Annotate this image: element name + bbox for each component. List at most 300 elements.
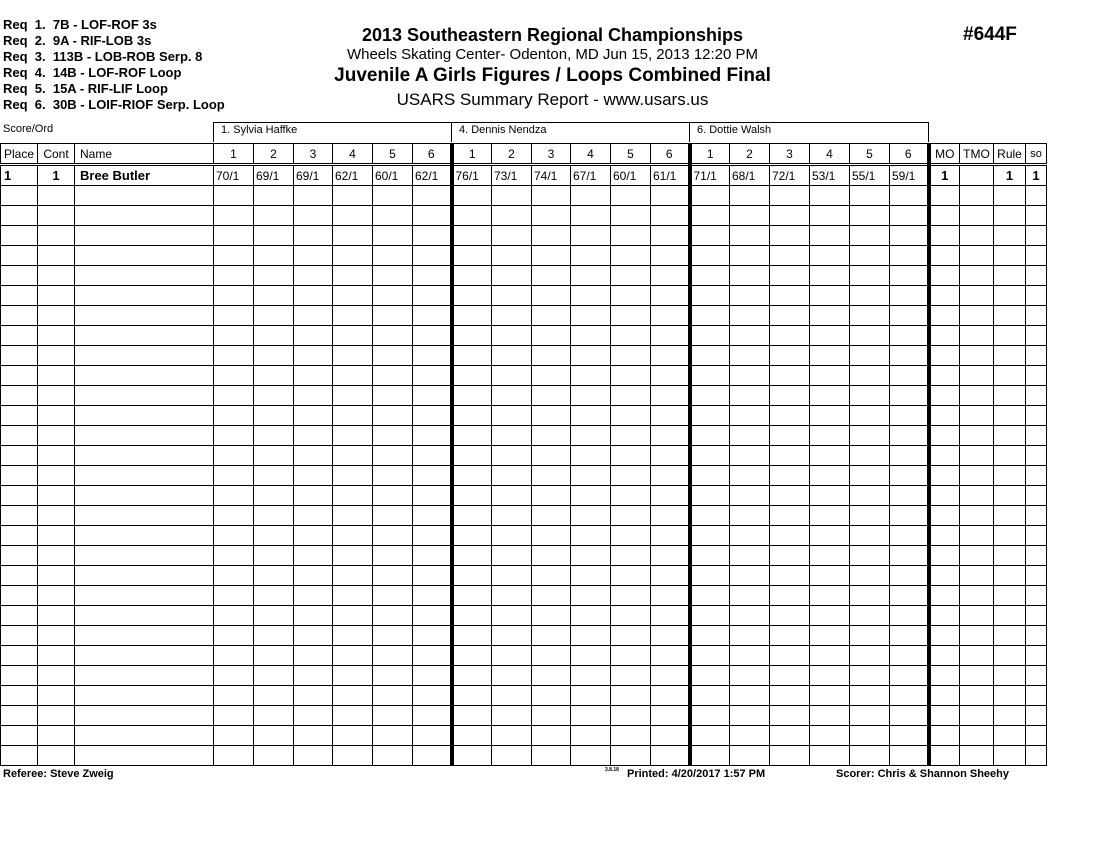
empty-cell: [333, 606, 373, 626]
empty-cell: [413, 426, 452, 446]
empty-cell: [651, 546, 690, 566]
empty-cell: [690, 446, 730, 466]
empty-cell: [294, 446, 333, 466]
empty-cell: [532, 446, 571, 466]
empty-cell: [214, 666, 254, 686]
empty-cell: [75, 246, 214, 266]
empty-cell: [810, 646, 850, 666]
empty-cell: [294, 686, 333, 706]
empty-cell: [373, 626, 413, 646]
empty-cell: [571, 626, 611, 646]
col-so: so: [1026, 144, 1047, 165]
empty-cell: [294, 386, 333, 406]
empty-cell: [770, 466, 810, 486]
empty-cell: [611, 586, 651, 606]
empty-cell: [730, 606, 770, 626]
empty-cell: [890, 466, 929, 486]
empty-cell: [994, 666, 1026, 686]
empty-cell: [890, 386, 929, 406]
col-mo: MO: [929, 144, 960, 165]
empty-cell: [294, 246, 333, 266]
empty-cell: [413, 226, 452, 246]
empty-cell: [770, 666, 810, 686]
empty-cell: [994, 426, 1026, 446]
empty-cell: [214, 726, 254, 746]
empty-cell: [611, 306, 651, 326]
empty-cell: [294, 266, 333, 286]
empty-cell: [651, 406, 690, 426]
table-row: [1, 586, 1047, 606]
empty-cell: [373, 226, 413, 246]
empty-cell: [571, 606, 611, 626]
empty-cell: [810, 746, 850, 766]
empty-cell: [571, 366, 611, 386]
empty-cell: [850, 306, 890, 326]
empty-cell: [1, 206, 38, 226]
empty-cell: [492, 486, 532, 506]
empty-cell: [38, 446, 75, 466]
table-row: [1, 746, 1047, 766]
empty-cell: [810, 526, 850, 546]
empty-cell: [75, 306, 214, 326]
empty-cell: [850, 546, 890, 566]
empty-cell: [333, 646, 373, 666]
judge-header-1: 1. Sylvia Haffke: [213, 122, 452, 142]
score-cell: 69/1: [294, 165, 333, 186]
empty-cell: [492, 426, 532, 446]
empty-cell: [452, 426, 492, 446]
table-row: [1, 246, 1047, 266]
empty-cell: [492, 506, 532, 526]
empty-cell: [994, 186, 1026, 206]
empty-cell: [730, 726, 770, 746]
empty-cell: [929, 586, 960, 606]
empty-cell: [214, 646, 254, 666]
empty-cell: [960, 566, 994, 586]
empty-cell: [651, 266, 690, 286]
empty-cell: [810, 226, 850, 246]
empty-cell: [1, 726, 38, 746]
empty-cell: [413, 546, 452, 566]
empty-cell: [413, 446, 452, 466]
empty-cell: [1, 566, 38, 586]
score-cell: 62/1: [413, 165, 452, 186]
empty-cell: [611, 466, 651, 486]
score-cell: 55/1: [850, 165, 890, 186]
empty-cell: [690, 526, 730, 546]
empty-cell: [890, 486, 929, 506]
empty-cell: [994, 366, 1026, 386]
empty-cell: [960, 366, 994, 386]
empty-cell: [532, 546, 571, 566]
empty-cell: [294, 206, 333, 226]
empty-cell: [730, 486, 770, 506]
empty-cell: [214, 606, 254, 626]
table-row: [1, 486, 1047, 506]
empty-cell: [994, 526, 1026, 546]
empty-cell: [651, 566, 690, 586]
empty-cell: [38, 226, 75, 246]
empty-cell: [1026, 226, 1047, 246]
empty-cell: [532, 186, 571, 206]
table-row: [1, 526, 1047, 546]
empty-cell: [994, 266, 1026, 286]
empty-cell: [890, 446, 929, 466]
empty-cell: [492, 606, 532, 626]
empty-cell: [770, 746, 810, 766]
empty-cell: [532, 226, 571, 246]
empty-cell: [1026, 626, 1047, 646]
empty-cell: [651, 226, 690, 246]
empty-cell: [452, 506, 492, 526]
table-row: [1, 165, 1047, 186]
empty-cell: [929, 746, 960, 766]
empty-cell: [960, 346, 994, 366]
empty-cell: [333, 306, 373, 326]
empty-cell: [254, 586, 294, 606]
empty-cell: [333, 346, 373, 366]
empty-cell: [690, 346, 730, 366]
empty-cell: [730, 226, 770, 246]
empty-cell: [890, 226, 929, 246]
empty-cell: [214, 346, 254, 366]
empty-cell: [254, 346, 294, 366]
empty-cell: [730, 306, 770, 326]
empty-cell: [214, 486, 254, 506]
empty-cell: [730, 186, 770, 206]
empty-cell: [730, 366, 770, 386]
empty-cell: [75, 206, 214, 226]
referee-label: Referee: Steve Zweig: [3, 768, 114, 780]
table-row: [1, 646, 1047, 666]
empty-cell: [850, 726, 890, 746]
empty-cell: [452, 726, 492, 746]
empty-cell: [994, 706, 1026, 726]
empty-cell: [254, 626, 294, 646]
empty-cell: [994, 326, 1026, 346]
table-row: [1, 506, 1047, 526]
empty-cell: [890, 666, 929, 686]
table-row: [1, 186, 1047, 206]
empty-cell: [651, 346, 690, 366]
empty-cell: [960, 306, 994, 326]
empty-cell: [571, 446, 611, 466]
empty-cell: [333, 626, 373, 646]
empty-cell: [690, 306, 730, 326]
empty-cell: [214, 446, 254, 466]
empty-cell: [75, 426, 214, 446]
empty-cell: [960, 626, 994, 646]
empty-cell: [38, 286, 75, 306]
empty-cell: [611, 486, 651, 506]
empty-cell: [373, 346, 413, 366]
table-row: [1, 706, 1047, 726]
empty-cell: [611, 206, 651, 226]
empty-cell: [333, 386, 373, 406]
empty-cell: [810, 466, 850, 486]
empty-cell: [994, 346, 1026, 366]
empty-cell: [294, 726, 333, 746]
empty-cell: [214, 586, 254, 606]
empty-cell: [770, 306, 810, 326]
empty-cell: [810, 306, 850, 326]
empty-cell: [770, 686, 810, 706]
empty-cell: [492, 466, 532, 486]
empty-cell: [890, 346, 929, 366]
empty-cell: [1, 706, 38, 726]
empty-cell: [770, 386, 810, 406]
empty-cell: [890, 646, 929, 666]
empty-cell: [960, 326, 994, 346]
empty-cell: [413, 566, 452, 586]
empty-cell: [75, 326, 214, 346]
empty-cell: [254, 406, 294, 426]
name-cell: Bree Butler: [75, 165, 214, 186]
empty-cell: [413, 386, 452, 406]
empty-cell: [1, 226, 38, 246]
score-cell: 70/1: [214, 165, 254, 186]
table-row: [1, 446, 1047, 466]
score-cell: 60/1: [611, 165, 651, 186]
table-row: [1, 686, 1047, 706]
mo-cell: 1: [929, 165, 960, 186]
empty-cell: [373, 466, 413, 486]
empty-cell: [214, 326, 254, 346]
empty-cell: [413, 686, 452, 706]
empty-cell: [532, 466, 571, 486]
empty-cell: [294, 626, 333, 646]
empty-cell: [492, 686, 532, 706]
empty-cell: [960, 686, 994, 706]
empty-cell: [571, 646, 611, 666]
empty-cell: [994, 226, 1026, 246]
empty-cell: [810, 726, 850, 746]
empty-cell: [214, 246, 254, 266]
empty-cell: [960, 586, 994, 606]
empty-cell: [452, 686, 492, 706]
empty-cell: [75, 526, 214, 546]
empty-cell: [452, 246, 492, 266]
empty-cell: [960, 386, 994, 406]
empty-cell: [770, 246, 810, 266]
empty-cell: [929, 306, 960, 326]
empty-cell: [1026, 666, 1047, 686]
empty-cell: [770, 546, 810, 566]
empty-cell: [214, 406, 254, 426]
empty-cell: [413, 586, 452, 606]
empty-cell: [38, 326, 75, 346]
empty-cell: [1, 506, 38, 526]
empty-cell: [452, 646, 492, 666]
empty-cell: [690, 646, 730, 666]
empty-cell: [532, 706, 571, 726]
empty-cell: [810, 386, 850, 406]
empty-cell: [929, 446, 960, 466]
empty-cell: [730, 406, 770, 426]
empty-cell: [532, 386, 571, 406]
empty-cell: [532, 486, 571, 506]
empty-cell: [532, 426, 571, 446]
empty-cell: [571, 506, 611, 526]
empty-cell: [373, 506, 413, 526]
empty-cell: [690, 746, 730, 766]
empty-cell: [611, 346, 651, 366]
col-j2-fig2: 2: [492, 144, 532, 165]
col-name: Name: [75, 144, 214, 165]
empty-cell: [770, 266, 810, 286]
empty-cell: [960, 606, 994, 626]
empty-cell: [890, 506, 929, 526]
empty-cell: [611, 526, 651, 546]
empty-cell: [333, 246, 373, 266]
empty-cell: [994, 246, 1026, 266]
empty-cell: [690, 686, 730, 706]
score-cell: 61/1: [651, 165, 690, 186]
empty-cell: [492, 646, 532, 666]
empty-cell: [850, 746, 890, 766]
empty-cell: [532, 346, 571, 366]
empty-cell: [850, 506, 890, 526]
empty-cell: [890, 266, 929, 286]
empty-cell: [38, 466, 75, 486]
empty-cell: [1026, 546, 1047, 566]
empty-cell: [611, 266, 651, 286]
empty-cell: [333, 746, 373, 766]
empty-cell: [611, 186, 651, 206]
empty-cell: [994, 686, 1026, 706]
empty-cell: [994, 446, 1026, 466]
empty-cell: [294, 526, 333, 546]
empty-cell: [810, 206, 850, 226]
empty-cell: [532, 366, 571, 386]
empty-cell: [214, 186, 254, 206]
empty-cell: [1, 466, 38, 486]
requirement-2: Req 2. 9A - RIF-LOB 3s: [3, 33, 152, 48]
empty-cell: [810, 426, 850, 446]
empty-cell: [929, 726, 960, 746]
empty-cell: [730, 666, 770, 686]
col-j3-fig1: 1: [690, 144, 730, 165]
empty-cell: [254, 286, 294, 306]
empty-cell: [929, 366, 960, 386]
empty-cell: [810, 686, 850, 706]
empty-cell: [333, 466, 373, 486]
empty-cell: [690, 566, 730, 586]
empty-cell: [651, 286, 690, 306]
empty-cell: [1026, 746, 1047, 766]
empty-cell: [571, 566, 611, 586]
empty-cell: [214, 386, 254, 406]
empty-cell: [850, 366, 890, 386]
empty-cell: [690, 226, 730, 246]
empty-cell: [413, 486, 452, 506]
empty-cell: [651, 706, 690, 726]
empty-cell: [611, 546, 651, 566]
empty-cell: [810, 366, 850, 386]
empty-cell: [890, 726, 929, 746]
empty-cell: [492, 386, 532, 406]
empty-cell: [611, 406, 651, 426]
empty-cell: [333, 666, 373, 686]
empty-cell: [690, 286, 730, 306]
printed-label: Printed: 4/20/2017 1:57 PM: [627, 768, 766, 780]
empty-cell: [611, 646, 651, 666]
scorer-label: Scorer: Chris & Shannon Sheehy: [836, 768, 1009, 780]
empty-cell: [960, 466, 994, 486]
empty-cell: [850, 346, 890, 366]
empty-cell: [730, 446, 770, 466]
event-number: #644F: [963, 24, 1017, 45]
empty-cell: [850, 486, 890, 506]
empty-cell: [214, 286, 254, 306]
empty-cell: [413, 626, 452, 646]
empty-cell: [452, 586, 492, 606]
empty-cell: [254, 546, 294, 566]
requirement-6: Req 6. 30B - LOIF-RIOF Serp. Loop: [3, 97, 225, 112]
empty-cell: [929, 386, 960, 406]
empty-cell: [770, 726, 810, 746]
empty-cell: [929, 606, 960, 626]
empty-cell: [651, 466, 690, 486]
judge-header-3: 6. Dottie Walsh: [689, 122, 929, 142]
empty-cell: [1, 386, 38, 406]
empty-cell: [810, 346, 850, 366]
empty-cell: [960, 246, 994, 266]
empty-cell: [994, 486, 1026, 506]
version-label: 3.8.18: [605, 767, 619, 773]
empty-cell: [571, 386, 611, 406]
empty-cell: [532, 286, 571, 306]
empty-cell: [651, 686, 690, 706]
event-title: Juvenile A Girls Figures / Loops Combined Final: [334, 65, 771, 86]
col-j1-fig1: 1: [214, 144, 254, 165]
empty-cell: [1, 546, 38, 566]
empty-cell: [1, 606, 38, 626]
empty-cell: [373, 526, 413, 546]
empty-cell: [214, 746, 254, 766]
empty-cell: [651, 666, 690, 686]
empty-cell: [890, 426, 929, 446]
empty-cell: [413, 346, 452, 366]
empty-cell: [1026, 426, 1047, 446]
empty-cell: [730, 466, 770, 486]
empty-cell: [254, 706, 294, 726]
empty-cell: [214, 706, 254, 726]
empty-cell: [452, 526, 492, 546]
empty-cell: [532, 646, 571, 666]
empty-cell: [1026, 186, 1047, 206]
cont-cell: 1: [38, 165, 75, 186]
empty-cell: [1, 306, 38, 326]
empty-cell: [413, 746, 452, 766]
table-row: [1, 426, 1047, 446]
empty-cell: [730, 506, 770, 526]
empty-cell: [850, 666, 890, 686]
empty-cell: [850, 446, 890, 466]
empty-cell: [373, 486, 413, 506]
empty-cell: [730, 346, 770, 366]
empty-cell: [413, 406, 452, 426]
empty-cell: [850, 706, 890, 726]
score-cell: 71/1: [690, 165, 730, 186]
empty-cell: [373, 266, 413, 286]
empty-cell: [452, 226, 492, 246]
empty-cell: [994, 586, 1026, 606]
empty-cell: [1, 446, 38, 466]
empty-cell: [850, 686, 890, 706]
empty-cell: [333, 326, 373, 346]
empty-cell: [651, 606, 690, 626]
